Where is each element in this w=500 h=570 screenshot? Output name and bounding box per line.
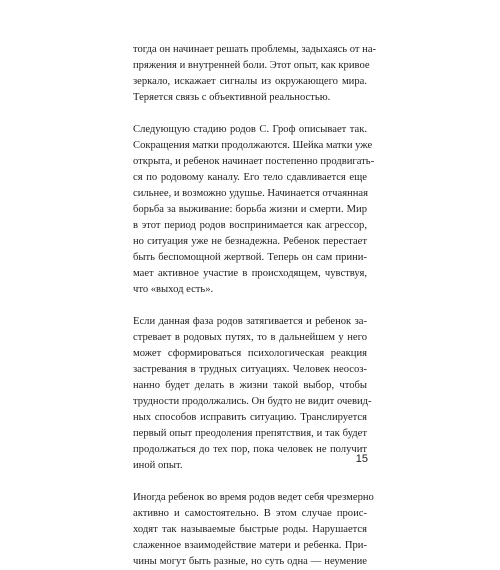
text-line: Иногда ребенок во время родов ведет себя чрезмерно bbox=[133, 492, 374, 503]
text-line: но ситуация уже не безнадежна. Ребенок перестает bbox=[133, 236, 367, 247]
body-text bbox=[133, 42, 377, 570]
text-line: слаженное взаимодействие матери и ребенка. При- bbox=[133, 540, 367, 551]
text-line: быть беспомощной жертвой. Теперь он сам прини- bbox=[133, 252, 367, 263]
text-line: в этот период родов воспринимается как агрессор, bbox=[133, 220, 367, 231]
text-line: что «выход есть». bbox=[133, 284, 214, 295]
text-line: продолжаться до тех пор, пока человек не получит bbox=[133, 444, 367, 455]
text-line: застревания в трудных ситуациях. Человек неосоз- bbox=[133, 364, 367, 375]
paragraph-3 bbox=[133, 314, 372, 474]
text-line: ходят так называемые быстрые роды. Нарушается bbox=[133, 524, 367, 535]
text-line: чины могут быть разные, но суть одна — неумение bbox=[133, 556, 367, 567]
text-line: Если данная фаза родов затягивается и ребенок за- bbox=[133, 316, 367, 327]
text-line: первый опыт преодоления препятствия, и так будет bbox=[133, 428, 367, 439]
text-line: Сокращения матки продолжаются. Шейка матки уже bbox=[133, 140, 373, 151]
text-line: зеркало, искажает сигналы из окружающего мира. bbox=[133, 76, 367, 87]
text-line: ся по родовому каналу. Его тело сдавливается еще bbox=[133, 172, 367, 183]
text-line: открыта, и ребенок начинает постепенно продвигать- bbox=[133, 156, 375, 167]
text-line: ных способов исправить ситуацию. Транслируется bbox=[133, 412, 367, 423]
text-line: иной опыт. bbox=[133, 460, 183, 471]
text-line: борьба за выживание: борьба жизни и смерти. Мир bbox=[133, 204, 367, 215]
text-line: тогда он начинает решать проблемы, задыхаясь от на- bbox=[133, 44, 377, 55]
text-line: нанно будет делать в жизни такой выбор, чтобы bbox=[133, 380, 367, 391]
text-line: Теряется связь с объективной реальностью. bbox=[133, 92, 331, 103]
paragraph-1 bbox=[133, 42, 377, 106]
text-line: стревает в родовых путях, то в дальнейшем у него bbox=[133, 332, 367, 343]
text-line: Следующую стадию родов С. Гроф описывает так. bbox=[133, 124, 367, 135]
text-line: пряжения и внутренней боли. Этот опыт, как кривое bbox=[133, 60, 370, 71]
text-line: может сформироваться психологическая реакция bbox=[133, 348, 367, 359]
text-line: сильнее, и возможно удушье. Начинается отчаянная bbox=[133, 188, 368, 199]
text-line: трудности продолжались. Он будто не видит очевид- bbox=[133, 396, 372, 407]
page-number: 15 bbox=[355, 453, 368, 465]
text-line: активно и самостоятельно. В этом случае проис- bbox=[133, 508, 367, 519]
paragraph-4 bbox=[133, 490, 374, 570]
text-line: мает активное участие в происходящем, чувствуя, bbox=[133, 268, 367, 279]
paragraph-2 bbox=[133, 122, 375, 298]
